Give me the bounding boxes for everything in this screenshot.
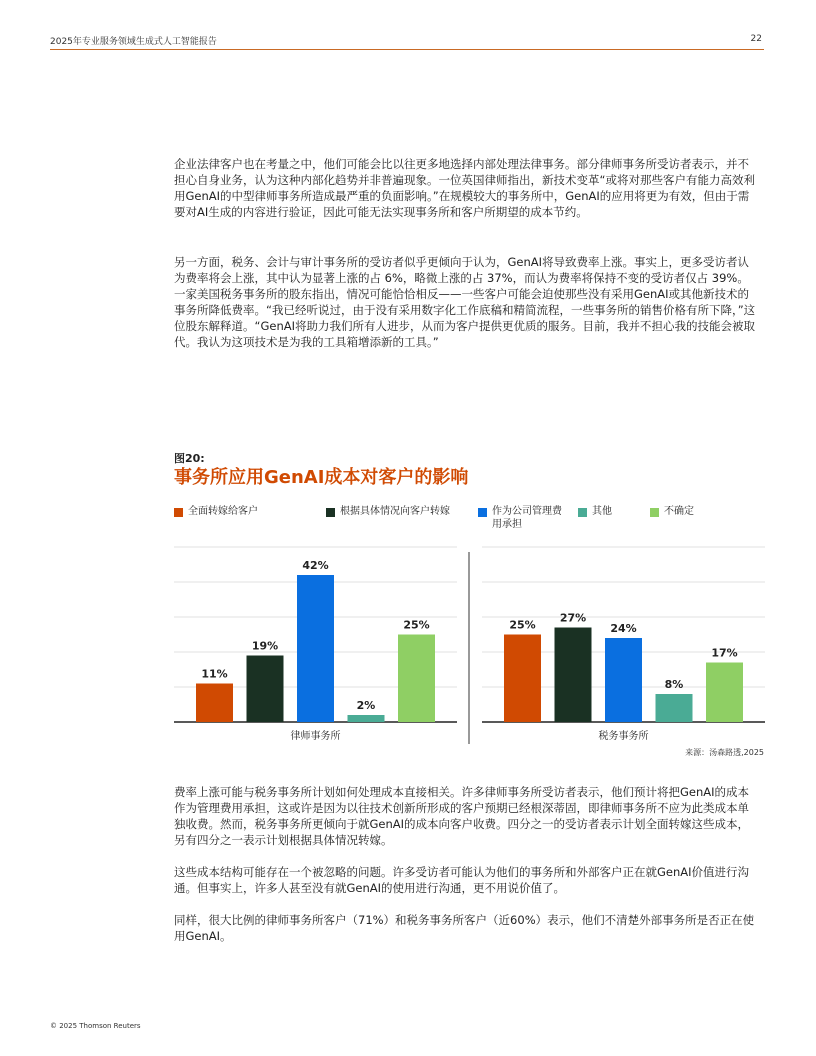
bar-value-label: 19% — [251, 639, 279, 653]
chart-source-note: 来源：汤森路透,2025 — [685, 748, 764, 757]
bar — [247, 656, 284, 723]
paragraph-client-insourcing: 企业法律客户也在考量之中，他们可能会比以往更多地选择内部处理法律事务。部分律师事务所受访者表示，并不担心自身业务，认为这种内部化趋势并非普遍现象。一位英国律师指出，新技术变革“或将对那些客户有能力高效利用GenAI的中型律师事务所造成最严重的负面影响。”在规模较大的事务所中，GenAI的应用将更为有效，但由于需要对AI生成的内容进行验证，因此可能无法实现事务所和客户所期望的成本节约。 — [174, 157, 755, 220]
bar-value-label: 11% — [201, 667, 228, 681]
bar — [706, 663, 743, 723]
bar-value-label: 42% — [302, 559, 329, 572]
figure-label: 图20: — [174, 452, 205, 465]
bar-value-label: 25% — [403, 618, 430, 632]
bar — [555, 628, 592, 723]
bar-value-label: 27% — [559, 611, 587, 625]
bar — [196, 684, 233, 723]
bar — [297, 575, 334, 722]
bar — [504, 635, 541, 723]
group-label: 律师事务所 — [290, 731, 341, 742]
paragraph-cost-handling: 费率上涨可能与税务事务所计划如何处理成本直接相关。许多律师事务所受访者表示，他们预计将把GenAI的成本作为管理费用承担，这或许是因为以往技术创新所形成的客户预期已经根深蒂固，即律师事务所不应为此类成本单独收费。然而，税务事务所更倾向于就GenAI的成本向客户收费。四分之一的受访者表示计划全面转嫁这些成本，另有四分之一表示计划根据具体情况转嫁。 — [174, 785, 750, 848]
legend-label: 根据具体情况向客户转嫁 — [340, 506, 450, 517]
bar — [605, 638, 642, 722]
bar-value-label: 2% — [356, 699, 376, 712]
page-number: 22 — [750, 34, 762, 44]
bar-value-label: 8% — [664, 678, 684, 691]
bar — [398, 635, 435, 723]
paragraph-client-awareness: 同样，很大比例的律师事务所客户（71%）和税务事务所客户（近60%）表示，他们不清楚外部事务所是否正在使用GenAI。 — [174, 913, 755, 944]
figure-title: 事务所应用GenAI成本对客户的影响 — [174, 467, 469, 488]
paragraph-cost-structure: 这些成本结构可能存在一个被忽略的问题。许多受访者可能认为他们的事务所和外部客户正在就GenAI价值进行沟通。但事实上，许多人甚至没有就GenAI的使用进行沟通，更不用说价值了。 — [174, 865, 750, 896]
legend-label: 其他 — [592, 506, 612, 517]
bar-value-label: 25% — [509, 618, 536, 632]
paragraph-tax-firm-rates: 另一方面，税务、会计与审计事务所的受访者似乎更倾向于认为，GenAI将导致费率上涨。事实上，更多受访者认为费率将会上涨，其中认为显著上涨的占 6%，略微上涨的占 37%，而认为费率将保持不变的受访者仅占 39%。一家美国税务事务所的股东指出，情况可能恰恰相反——一些客户可能会迫使那些没有采用GenAI或其他新技术的事务所降低费率。“我已经听说过，由于没有采用数字化工作底稿和精简流程，一些事务所的销售价格有所下降，”这位股东解释道。“GenAI将助力我们所有人进步，从而为客户提供更优质的服务。目前，我并不担心我的技能会被取代。我认为这项技术是为我的工具箱增添新的工具。” — [174, 255, 756, 350]
legend-label: 作为公司管理费用承担 — [492, 506, 562, 530]
header-title: 2025年专业服务领域生成式人工智能报告 — [50, 37, 217, 47]
bar-value-label: 17% — [711, 646, 738, 660]
legend-label: 全面转嫁给客户 — [188, 506, 258, 517]
bar — [348, 715, 385, 722]
footer-copyright: © 2025 Thomson Reuters — [50, 1022, 141, 1030]
bar-value-label: 24% — [610, 622, 637, 635]
group-label: 税务事务所 — [598, 731, 649, 742]
bar — [656, 694, 693, 722]
legend-label: 不确定 — [664, 506, 694, 517]
